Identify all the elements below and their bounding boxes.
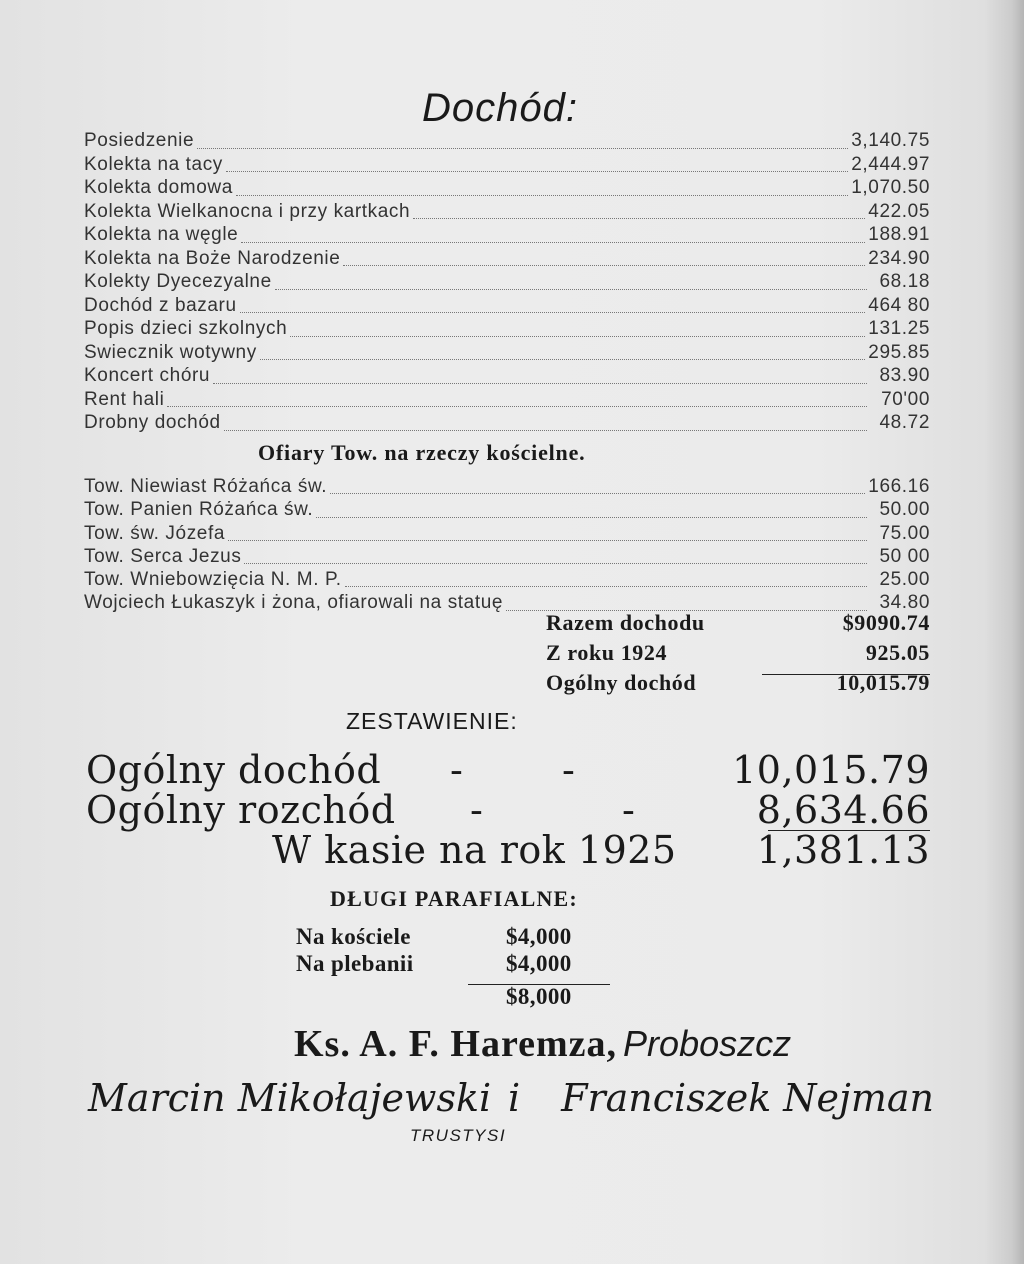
leader-dots — [224, 429, 867, 431]
ofiary-amount: 50 00 — [879, 545, 930, 567]
debts-total-row — [296, 984, 616, 1011]
page-edge-shadow — [984, 0, 1024, 1264]
income-row — [84, 224, 930, 248]
leader-dots — [244, 562, 867, 564]
income-label: Kolekta Wielkanocna i przy kartkach — [84, 200, 411, 222]
income-label: Drobny dochód — [84, 412, 221, 433]
income-amount: 464 80 — [868, 294, 930, 316]
income-row — [84, 389, 930, 413]
income-label: Rent hali — [84, 388, 165, 410]
summary-label: W kasie na rok 1925 — [272, 828, 677, 872]
income-row — [84, 412, 930, 436]
income-amount: 83.90 — [879, 365, 930, 386]
income-label: Dochód z bazaru — [84, 294, 237, 316]
totals-rule — [762, 674, 930, 675]
ofiary-label: Wojciech Łukaszyk i żona, ofiarowali na statuę — [84, 592, 504, 614]
totals-amount: 10,015.79 — [836, 670, 930, 695]
summary-row — [86, 828, 932, 872]
trustee-first: Marcin Mikołajewski — [88, 1076, 492, 1120]
ofiary-amount: 166.16 — [868, 476, 930, 497]
income-label: Kolekta na Boże Narodzenie — [84, 247, 341, 269]
ofiary-label: Tow. Wniebowzięcia N. M. P. — [84, 569, 342, 591]
ofiary-amount: 75.00 — [879, 522, 930, 544]
totals-label: Z roku 1924 — [546, 640, 668, 665]
zestawienie-heading: ZESTAWIENIE: — [346, 708, 518, 734]
summary-row — [86, 788, 932, 832]
income-row — [84, 154, 930, 178]
ofiary-row — [84, 569, 930, 592]
income-list — [84, 130, 930, 436]
leader-dots — [316, 516, 867, 518]
income-label: Kolekty Dyecezyalne — [84, 271, 272, 292]
leader-dots — [413, 217, 865, 219]
debts-label: Na kościele — [296, 924, 411, 949]
trustees-line — [88, 1076, 934, 1120]
totals-label: Ogólny dochód — [546, 670, 697, 695]
income-amount: 48.72 — [879, 412, 930, 433]
debts-block — [296, 924, 616, 1011]
leader-dots — [241, 241, 865, 243]
debts-total: $8,000 — [506, 984, 572, 1009]
income-label: Kolekta na węgle — [84, 224, 239, 245]
income-amount: 234.90 — [868, 247, 930, 269]
ofiary-label: Tow. Panien Różańca św. — [84, 499, 314, 521]
income-row — [84, 248, 930, 272]
summary-label: Ogólny rozchód — [86, 788, 396, 832]
leader-dots — [290, 335, 865, 337]
income-label: Kolekta na tacy — [84, 153, 223, 175]
ofiary-amount: 25.00 — [879, 569, 930, 591]
income-amount: 422.05 — [868, 200, 930, 222]
ofiary-row — [84, 499, 930, 522]
ofiary-amount: 34.80 — [879, 592, 930, 614]
debts-amount: $4,000 — [506, 924, 572, 949]
trustee-second: Franciszek Nejman — [561, 1076, 934, 1120]
ofiary-label: Tow. św. Józefa — [84, 522, 226, 544]
summary-dash: - — [562, 748, 576, 792]
income-row — [84, 177, 930, 201]
summary-dash: - — [450, 748, 464, 792]
ofiary-list — [84, 476, 930, 616]
income-row — [84, 130, 930, 154]
income-amount: 70'00 — [881, 388, 930, 410]
income-row — [84, 365, 930, 389]
income-label: Swiecznik wotywny — [84, 341, 257, 363]
leader-dots — [330, 492, 865, 494]
leader-dots — [226, 170, 848, 172]
leader-dots — [345, 585, 867, 587]
income-label: Popis dzieci szkolnych — [84, 318, 288, 339]
leader-dots — [167, 405, 867, 407]
leader-dots — [236, 194, 848, 196]
summary-block — [86, 748, 932, 872]
totals-amount: 925.05 — [865, 640, 930, 665]
debts-label: Na plebanii — [296, 951, 414, 976]
totals-label: Razem dochodu — [546, 610, 705, 635]
income-row — [84, 295, 930, 319]
pastor-name: Ks. A. F. Haremza, — [294, 1023, 618, 1065]
totals-amount: $9090.74 — [842, 610, 930, 635]
income-amount: 295.85 — [868, 341, 930, 363]
totals-row — [546, 640, 930, 670]
summary-dash: - — [470, 788, 484, 832]
income-row — [84, 318, 930, 342]
ofiary-amount: 50.00 — [879, 499, 930, 521]
income-label: Posiedzenie — [84, 130, 195, 151]
debts-heading: DŁUGI PARAFIALNE: — [330, 886, 578, 911]
leader-dots — [240, 311, 866, 313]
ofiary-row — [84, 546, 930, 569]
ofiary-row — [84, 523, 930, 546]
income-row — [84, 342, 930, 366]
summary-label: Ogólny dochód — [86, 748, 382, 792]
ofiary-row — [84, 476, 930, 499]
income-amount: 3,140.75 — [851, 130, 930, 151]
totals-block — [546, 610, 930, 700]
ofiary-label: Tow. Niewiast Różańca św. — [84, 476, 328, 497]
summary-amount: 8,634.66 — [756, 788, 930, 832]
leader-dots — [260, 358, 865, 360]
income-label: Kolekta domowa — [84, 177, 233, 198]
summary-dash: - — [622, 788, 636, 832]
totals-row — [546, 610, 930, 640]
summary-row — [86, 748, 932, 792]
income-amount: 131.25 — [868, 318, 930, 339]
ofiary-label: Tow. Serca Jezus — [84, 545, 242, 567]
summary-amount: 1,381.13 — [756, 828, 930, 872]
income-row — [84, 271, 930, 295]
trustee-conjunction: i — [508, 1076, 521, 1120]
ofiary-heading: Ofiary Tow. na rzeczy kościelne. — [258, 440, 586, 465]
income-amount: 188.91 — [868, 224, 930, 245]
leader-dots — [275, 288, 867, 290]
income-amount: 1,070.50 — [851, 177, 930, 198]
income-amount: 2,444.97 — [851, 153, 930, 175]
debts-amount: $4,000 — [506, 951, 572, 976]
pastor-role: Proboszcz — [623, 1023, 792, 1064]
leader-dots — [343, 264, 865, 266]
leader-dots — [197, 147, 848, 149]
debts-row — [296, 951, 616, 978]
page-title: Dochód: — [422, 86, 578, 130]
income-label: Koncert chóru — [84, 365, 211, 386]
debts-row — [296, 924, 616, 951]
income-row — [84, 201, 930, 225]
summary-amount: 10,015.79 — [732, 748, 930, 792]
trustees-label: TRUSTYSI — [410, 1126, 507, 1145]
leader-dots — [228, 539, 867, 541]
leader-dots — [213, 382, 867, 384]
pastor-signature — [294, 1022, 791, 1066]
income-amount: 68.18 — [879, 271, 930, 292]
